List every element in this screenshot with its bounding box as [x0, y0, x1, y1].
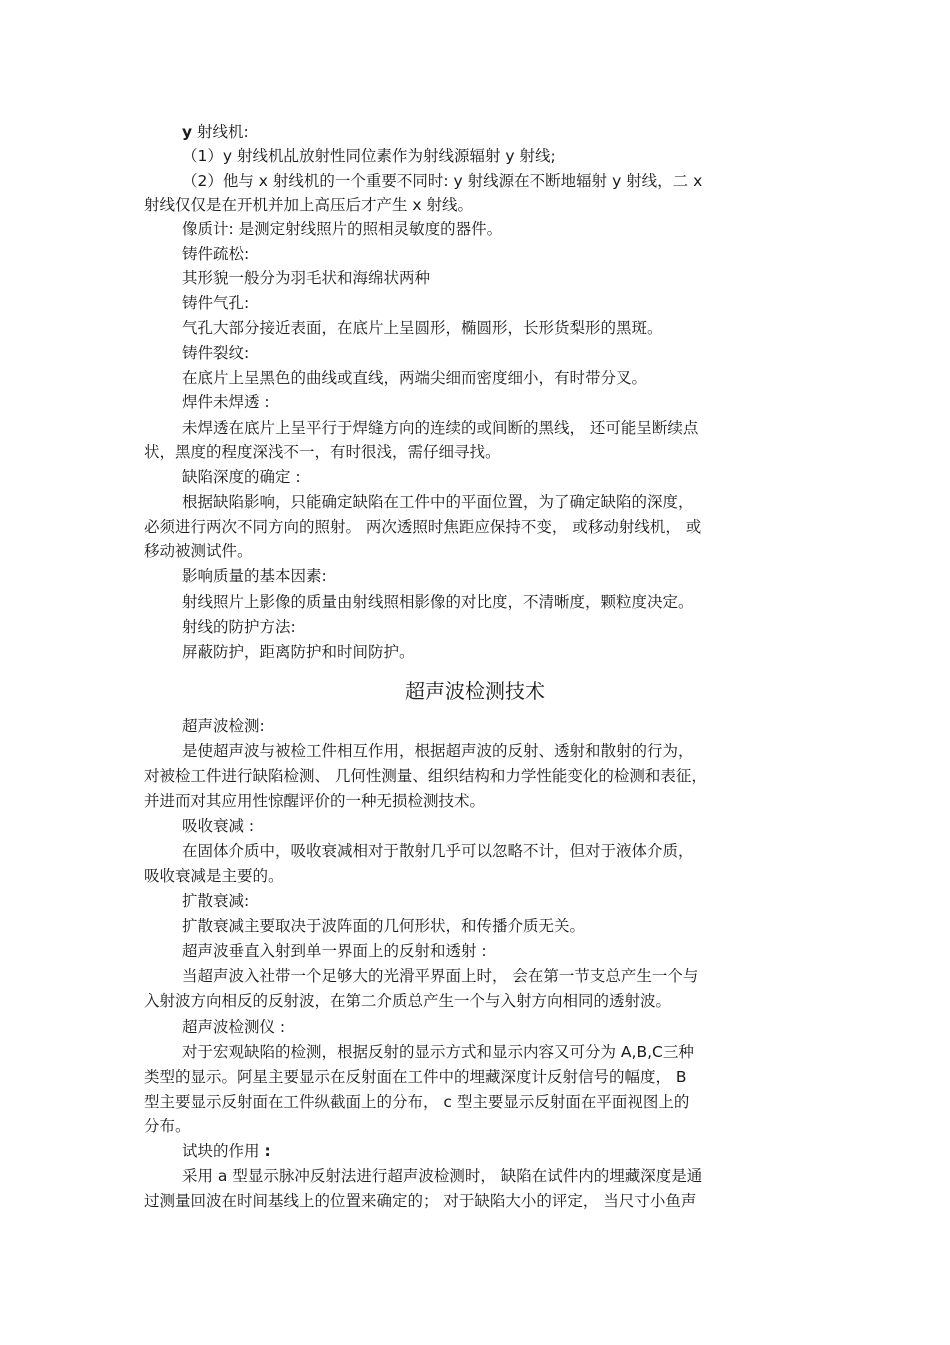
text-line [182, 417, 698, 439]
text-run: 屏蔽防护，距离防护和时间防护。 [182, 643, 415, 661]
text-run: 在底片上呈黑色的曲线或直线，两端尖细而密度细小，有时带分叉。 [182, 369, 648, 387]
text-line [182, 243, 249, 265]
text-run: 并进而对其应用性惊醒评价的一种无损检测技术。 [144, 792, 486, 810]
text-run: 吸收衰减 : [182, 817, 255, 835]
text-run: 扩散衰减: [182, 892, 250, 910]
text-line [182, 890, 249, 912]
text-line [144, 540, 253, 562]
text-line [182, 466, 301, 488]
text-run: 铸件裂纹: [182, 344, 250, 362]
text-run: 型主要显示反射面在工件纵截面上的分布， c 型主要显示反射面在平面视图上的 [144, 1093, 690, 1111]
text-run: 分布。 [144, 1117, 191, 1135]
text-line [182, 1041, 694, 1063]
text-line [182, 965, 698, 987]
text-line [182, 591, 694, 613]
text-line [182, 616, 296, 638]
text-run: 气孔大部分接近表面，在底片上呈圆形，椭圆形，长形货梨形的黑斑。 [182, 319, 663, 337]
text-line [182, 218, 502, 240]
text-line [182, 565, 327, 587]
text-line [182, 715, 265, 737]
text-line [144, 865, 284, 887]
text-run: （2）他与 x 射线机的一个重要不同时: y 射线源在不断地辐射 y 射线，二 x [182, 172, 703, 190]
text-line [144, 194, 473, 216]
text-run: 铸件疏松: [182, 245, 250, 263]
text-line [182, 145, 556, 167]
text-run: 射线照片上影像的质量由射线照相影像的对比度，不清晰度，颗粒度决定。 [182, 593, 694, 611]
text-line [182, 641, 415, 663]
text-line [182, 391, 270, 413]
text-line [144, 765, 707, 787]
text-line [182, 342, 249, 364]
text-line [144, 990, 671, 1012]
text-run: 缺陷深度的确定 : [182, 468, 301, 486]
text-run: 铸件气孔: [182, 294, 250, 312]
text-run: 采用 a 型显示脉冲反射法进行超声波检测时， 缺陷在试件内的埋藏深度是通 [182, 1167, 703, 1185]
text-line [182, 915, 585, 937]
text-run: 吸收衰减是主要的。 [144, 867, 284, 885]
text-line [182, 1165, 702, 1187]
text-run: 试块的作用 [182, 1142, 265, 1160]
section-title: 超声波检测技术 [405, 679, 545, 703]
text-run: 超声波检测: [182, 717, 265, 735]
text-run: : [264, 1142, 271, 1160]
text-run: 焊件未焊透 : [182, 393, 270, 411]
text-line [182, 815, 254, 837]
text-line [144, 1190, 696, 1212]
text-line [182, 840, 694, 862]
text-line [182, 1016, 285, 1038]
text-run: 状，黑度的程度深浅不一，有时很浅，需仔细寻找。 [144, 443, 501, 461]
text-line [144, 516, 701, 538]
text-line [182, 170, 702, 192]
text-run: y [182, 123, 193, 141]
text-line [182, 317, 663, 339]
text-line [144, 441, 501, 463]
text-run: 必须进行两次不同方向的照射。 两次透照时焦距应保持不变， 或移动射线机， 或 [144, 518, 702, 536]
text-run: 像质计: 是测定射线照片的照相灵敏度的器件。 [182, 220, 503, 238]
text-run: 根据缺陷影响，只能确定缺陷在工件中的平面位置，为了确定缺陷的深度， [182, 493, 694, 511]
text-line [182, 740, 694, 762]
text-run: 对被检工件进行缺陷检测、 几何性测量、组织结构和力学性能变化的检测和表征， [144, 767, 707, 785]
text-line [144, 1115, 191, 1137]
text-run: 当超声波入社带一个足够大的光滑平界面上时， 会在第一节支总产生一个与 [182, 967, 699, 985]
text-line [182, 491, 694, 513]
text-line [182, 267, 430, 289]
text-run: 射线的防护方法: [182, 618, 296, 636]
text-line [182, 292, 249, 314]
text-run: 射线仅仅是在开机并加上高压后才产生 x 射线。 [144, 196, 474, 214]
text-line [182, 367, 647, 389]
text-line [182, 121, 249, 143]
text-run: 类型的显示。阿星主要显示在反射面在工件中的埋藏深度计反射信号的幅度， B [144, 1068, 687, 1086]
text-line [182, 940, 487, 962]
text-run: 对于宏观缺陷的检测，根据反射的显示方式和显示内容又可分为 A,B,C三种 [182, 1043, 694, 1061]
text-run: 超声波检测仪 : [182, 1018, 286, 1036]
text-run: 在固体介质中，吸收衰减相对于散射几乎可以忽略不计，但对于液体介质， [182, 842, 694, 860]
text-run: 过测量回波在时间基线上的位置来确定的； 对于缺陷大小的评定， 当尺寸小鱼声 [144, 1192, 697, 1210]
text-line [144, 1066, 687, 1088]
text-run: 超声波垂直入射到单一界面上的反射和透射 : [182, 942, 487, 960]
text-run: 未焊透在底片上呈平行于焊缝方向的连续的或间断的黑线， 还可能呈断续点 [182, 419, 699, 437]
text-run: 扩散衰减主要取决于波阵面的几何形状，和传播介质无关。 [182, 917, 586, 935]
text-line [144, 1091, 689, 1113]
text-run: 是使超声波与被检工件相互作用，根据超声波的反射、透射和散射的行为， [182, 742, 694, 760]
text-line [144, 790, 485, 812]
text-run: 影响质量的基本因素: [182, 567, 327, 585]
text-run: 移动被测试件。 [144, 542, 253, 560]
text-line [182, 1140, 271, 1162]
text-run: 入射波方向相反的反射波，在第二介质总产生一个与入射方向相同的透射波。 [144, 992, 672, 1010]
text-run: 射线机: [192, 123, 249, 141]
text-run: 其形貌一般分为羽毛状和海绵状两种 [182, 269, 431, 287]
text-run: （1）y 射线机乩放射性同位素作为射线源辐射 y 射线; [182, 147, 556, 165]
